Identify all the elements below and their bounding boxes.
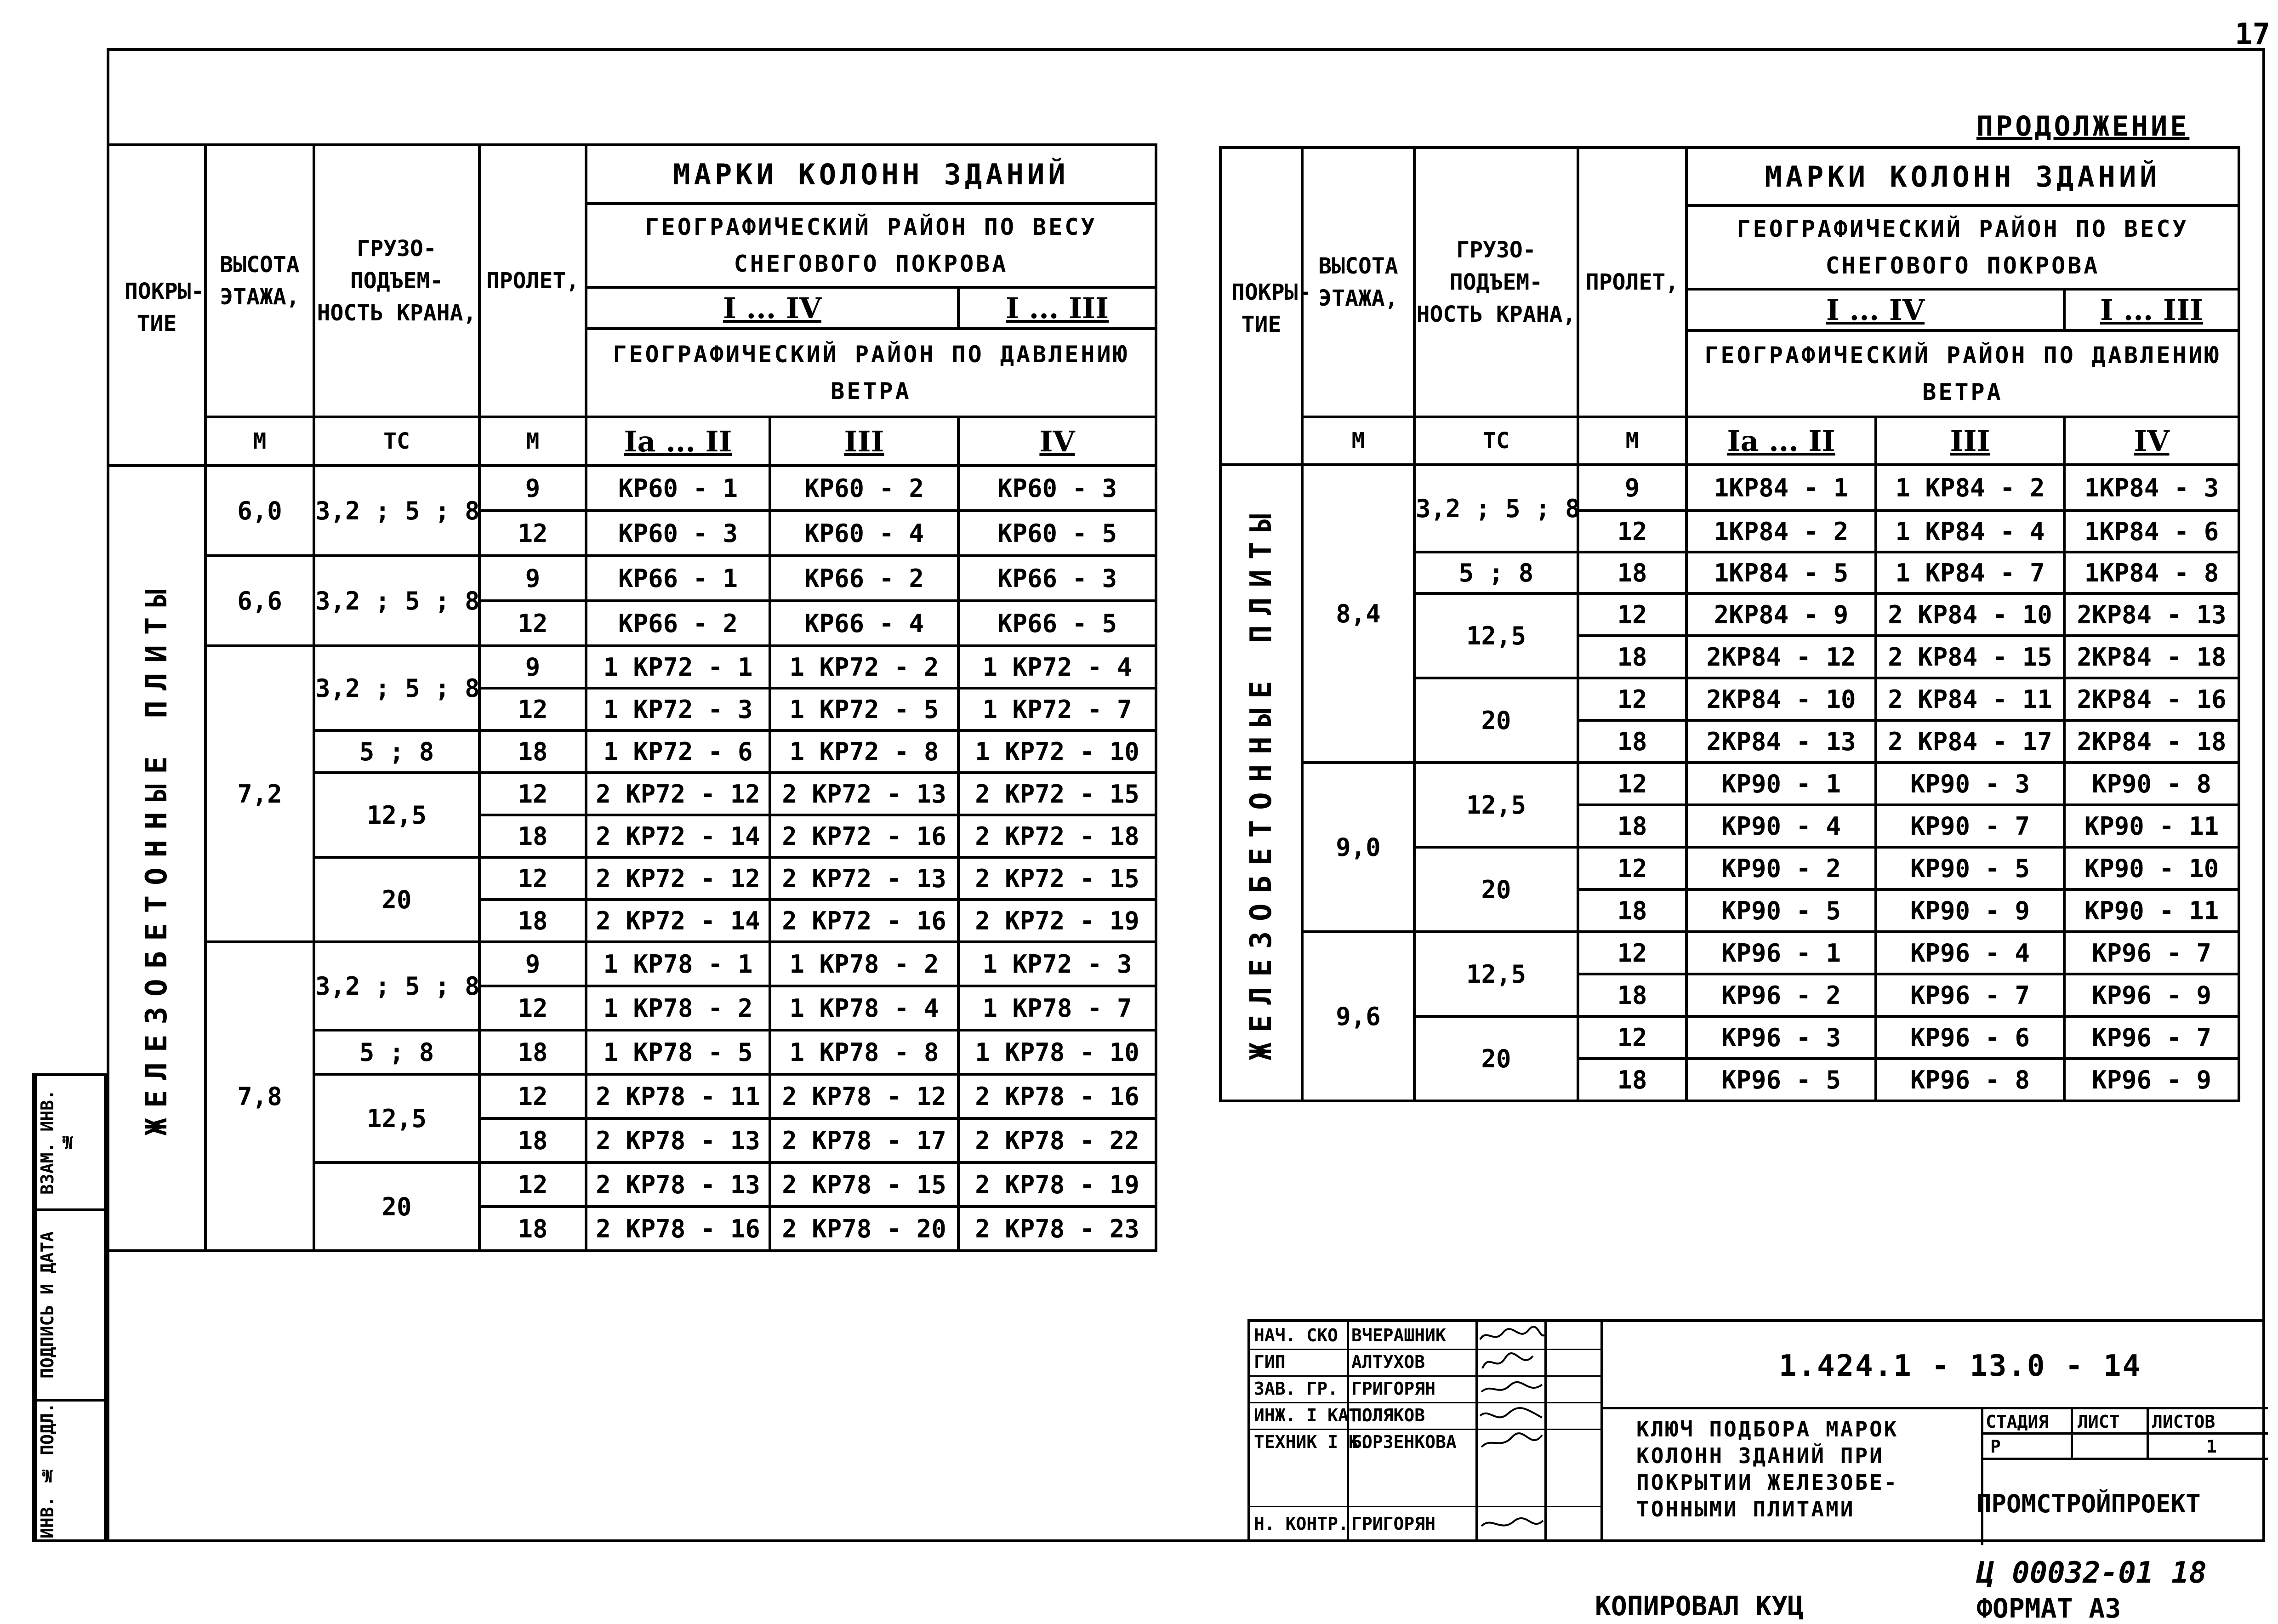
mark-cell: КР66 - 1 bbox=[586, 556, 770, 601]
mark-cell: 2 КР72 - 19 bbox=[958, 900, 1156, 942]
mark-cell: КР90 - 9 bbox=[1876, 889, 2064, 932]
mark-cell: 2 КР72 - 15 bbox=[958, 773, 1156, 815]
mark-cell: КР90 - 11 bbox=[2064, 889, 2239, 932]
mark-cell: КР96 - 1 bbox=[1686, 932, 1876, 974]
mark-cell: 2 КР78 - 15 bbox=[770, 1162, 958, 1207]
mark-cell: 2 КР78 - 17 bbox=[770, 1118, 958, 1162]
mark-cell: 2КР84 - 16 bbox=[2064, 678, 2239, 720]
span-cell: 12 bbox=[1578, 847, 1686, 889]
mark-cell: 1 КР78 - 2 bbox=[586, 986, 770, 1030]
mark-cell: 2 КР84 - 10 bbox=[1876, 593, 2064, 636]
span-cell: 18 bbox=[479, 1207, 586, 1251]
height-cell: 7,2 bbox=[205, 646, 314, 942]
mark-cell: КР96 - 8 bbox=[1876, 1059, 2064, 1101]
right-column-key-table bbox=[1219, 146, 2240, 1102]
header-snow-left: I ... IV bbox=[586, 287, 958, 329]
crane-cell: 12,5 bbox=[1414, 763, 1578, 847]
header-marks: МАРКИ КОЛОНН ЗДАНИЙ bbox=[586, 145, 1156, 204]
mark-cell: 2 КР78 - 20 bbox=[770, 1207, 958, 1251]
header-wind-region: ГЕОГРАФИЧЕСКИЙ РАЙОН ПО ДАВЛЕНИЮ ВЕТРА bbox=[586, 329, 1156, 417]
mark-cell: КР90 - 2 bbox=[1686, 847, 1876, 889]
span-cell: 18 bbox=[1578, 720, 1686, 763]
mark-cell: КР96 - 9 bbox=[2064, 1059, 2239, 1101]
mark-cell: 2 КР78 - 16 bbox=[958, 1074, 1156, 1118]
header-snow-right: I ... III bbox=[2064, 289, 2239, 330]
mark-cell: 1КР84 - 8 bbox=[2064, 552, 2239, 593]
span-cell: 12 bbox=[1578, 593, 1686, 636]
mark-cell: КР96 - 6 bbox=[1876, 1016, 2064, 1059]
mark-cell: 1 КР72 - 2 bbox=[770, 646, 958, 688]
mark-cell: КР90 - 5 bbox=[1686, 889, 1876, 932]
orig-inv-label: ИНВ. № ПОДЛ. bbox=[35, 1402, 58, 1539]
span-cell: 18 bbox=[1578, 889, 1686, 932]
crane-cell: 3,2 ; 5 ; 8 bbox=[1414, 465, 1578, 552]
height-cell: 9,0 bbox=[1302, 763, 1414, 932]
mark-cell: 1 КР72 - 3 bbox=[958, 942, 1156, 986]
mark-cell: КР96 - 5 bbox=[1686, 1059, 1876, 1101]
mark-cell: 1КР84 - 3 bbox=[2064, 465, 2239, 511]
mark-cell: КР90 - 3 bbox=[1876, 763, 2064, 805]
span-cell: 9 bbox=[479, 466, 586, 511]
header-crane: ГРУЗО- ПОДЪЕМ- НОСТЬ КРАНА, bbox=[314, 145, 479, 417]
sheets-value: 1 bbox=[2206, 1436, 2217, 1457]
role-label: ЗАВ. ГР. bbox=[1254, 1379, 1338, 1399]
mark-cell: 2 КР72 - 14 bbox=[586, 815, 770, 857]
name-label: ВЧЕРАШНИК bbox=[1351, 1325, 1446, 1345]
mark-cell: 2 КР78 - 16 bbox=[586, 1207, 770, 1251]
role-label: ТЕХНИК I К. bbox=[1254, 1432, 1370, 1452]
replaced-inv-cell bbox=[32, 1073, 107, 1211]
span-cell: 18 bbox=[479, 1030, 586, 1074]
mark-cell: 1 КР72 - 7 bbox=[958, 688, 1156, 730]
name-label: АЛТУХОВ bbox=[1351, 1352, 1425, 1372]
role-label: ГИП bbox=[1254, 1352, 1286, 1372]
mark-cell: 2КР84 - 9 bbox=[1686, 593, 1876, 636]
span-cell: 18 bbox=[479, 730, 586, 773]
header-span: ПРОЛЕТ, bbox=[1578, 148, 1686, 417]
mark-cell: 1 КР72 - 8 bbox=[770, 730, 958, 773]
mark-cell: 2 КР72 - 13 bbox=[770, 857, 958, 900]
header-wind-3: IV bbox=[2064, 417, 2239, 465]
mark-cell: 2 КР78 - 19 bbox=[958, 1162, 1156, 1207]
span-cell: 18 bbox=[479, 1118, 586, 1162]
span-cell: 9 bbox=[479, 556, 586, 601]
span-cell: 12 bbox=[479, 1162, 586, 1207]
mark-cell: КР60 - 3 bbox=[586, 511, 770, 556]
mark-cell: КР66 - 4 bbox=[770, 601, 958, 646]
mark-cell: 1 КР78 - 5 bbox=[586, 1030, 770, 1074]
span-cell: 18 bbox=[1578, 1059, 1686, 1101]
mark-cell: КР96 - 4 bbox=[1876, 932, 2064, 974]
header-wind-2: III bbox=[1876, 417, 2064, 465]
mark-cell: 2КР84 - 10 bbox=[1686, 678, 1876, 720]
header-wind-1: Iа ... II bbox=[1686, 417, 1876, 465]
mark-cell: 2КР84 - 12 bbox=[1686, 636, 1876, 678]
mark-cell: КР90 - 4 bbox=[1686, 805, 1876, 847]
crane-cell: 12,5 bbox=[314, 773, 479, 857]
name-label: ПОЛЯКОВ bbox=[1351, 1405, 1425, 1425]
continued-label: ПРОДОЛЖЕНИЕ bbox=[1976, 110, 2190, 142]
height-cell: 7,8 bbox=[205, 942, 314, 1251]
role-label: ИНЖ. I КАТ. bbox=[1254, 1405, 1370, 1425]
crane-cell: 20 bbox=[1414, 1016, 1578, 1101]
header-wind-3: IV bbox=[958, 417, 1156, 466]
sign-date-label: ПОДПИСЬ И ДАТА bbox=[35, 1211, 58, 1399]
name-label: ГРИГОРЯН bbox=[1351, 1379, 1436, 1399]
span-cell: 9 bbox=[479, 942, 586, 986]
mark-cell: 2 КР84 - 15 bbox=[1876, 636, 2064, 678]
mark-cell: КР60 - 2 bbox=[770, 466, 958, 511]
header-span: ПРОЛЕТ, bbox=[479, 145, 586, 417]
role-label: НАЧ. СКО bbox=[1254, 1325, 1338, 1345]
sheet-format: ФОРМАТ А3 bbox=[1976, 1593, 2121, 1624]
coating-cell: ЖЕЛЕЗОБЕТОННЫЕ ПЛИТЫ bbox=[108, 466, 205, 1251]
signature-mark bbox=[1478, 1432, 1547, 1453]
sheet-header: ЛИСТ bbox=[2078, 1412, 2120, 1432]
header-crane: ГРУЗО- ПОДЪЕМ- НОСТЬ КРАНА, bbox=[1414, 148, 1578, 417]
span-cell: 12 bbox=[1578, 678, 1686, 720]
stage-value: Р bbox=[1990, 1436, 2001, 1457]
mark-cell: 2 КР72 - 15 bbox=[958, 857, 1156, 900]
mark-cell: 1 КР72 - 6 bbox=[586, 730, 770, 773]
mark-cell: КР66 - 5 bbox=[958, 601, 1156, 646]
mark-cell: КР96 - 9 bbox=[2064, 974, 2239, 1016]
document-title: КЛЮЧ ПОДБОРА МАРОК КОЛОНН ЗДАНИЙ ПРИ ПОКРЫТИИ ЖЕЛЕЗОБЕ- ТОННЫМИ ПЛИТАМИ bbox=[1636, 1417, 1899, 1521]
mark-cell: КР96 - 2 bbox=[1686, 974, 1876, 1016]
replaced-inv-label: ВЗАМ. ИНВ. № bbox=[35, 1076, 58, 1208]
span-cell: 18 bbox=[479, 815, 586, 857]
span-cell: 12 bbox=[1578, 932, 1686, 974]
mark-cell: 1 КР84 - 2 bbox=[1876, 465, 2064, 511]
mark-cell: 1КР84 - 6 bbox=[2064, 511, 2239, 552]
mark-cell: 1 КР78 - 7 bbox=[958, 986, 1156, 1030]
copied-by: КОПИРОВАЛ КУЦ bbox=[1595, 1590, 1804, 1622]
mark-cell: КР60 - 3 bbox=[958, 466, 1156, 511]
name-label: ГРИГОРЯН bbox=[1351, 1514, 1436, 1534]
header-snow-right: I ... III bbox=[958, 287, 1156, 329]
coating-cell: ЖЕЛЕЗОБЕТОННЫЕ ПЛИТЫ bbox=[1220, 465, 1302, 1101]
mark-cell: 2 КР84 - 17 bbox=[1876, 720, 2064, 763]
archive-number: Ц 00032-01 18 bbox=[1976, 1556, 2207, 1590]
mark-cell: КР60 - 4 bbox=[770, 511, 958, 556]
height-cell: 6,6 bbox=[205, 556, 314, 646]
span-cell: 18 bbox=[1578, 552, 1686, 593]
mark-cell: 1 КР84 - 7 bbox=[1876, 552, 2064, 593]
mark-cell: КР90 - 5 bbox=[1876, 847, 2064, 889]
signature-mark bbox=[1478, 1352, 1547, 1373]
header-height: ВЫСОТА ЭТАЖА, bbox=[1302, 148, 1414, 417]
mark-cell: 2КР84 - 18 bbox=[2064, 720, 2239, 763]
mark-cell: КР90 - 11 bbox=[2064, 805, 2239, 847]
span-cell: 18 bbox=[1578, 636, 1686, 678]
mark-cell: 1 КР84 - 4 bbox=[1876, 511, 2064, 552]
crane-cell: 3,2 ; 5 ; 8 bbox=[314, 942, 479, 1030]
mark-cell: 1 КР78 - 1 bbox=[586, 942, 770, 986]
mark-cell: 1 КР72 - 4 bbox=[958, 646, 1156, 688]
mark-cell: 1КР84 - 2 bbox=[1686, 511, 1876, 552]
header-wind-1: Iа ... II bbox=[586, 417, 770, 466]
span-cell: 12 bbox=[1578, 1016, 1686, 1059]
span-cell: 12 bbox=[1578, 511, 1686, 552]
mark-cell: КР96 - 7 bbox=[2064, 932, 2239, 974]
mark-cell: 1 КР78 - 2 bbox=[770, 942, 958, 986]
crane-cell: 20 bbox=[1414, 847, 1578, 932]
header-height-unit: М bbox=[1302, 417, 1414, 465]
mark-cell: КР96 - 3 bbox=[1686, 1016, 1876, 1059]
header-coating: ПОКРЫ- ТИЕ bbox=[1220, 148, 1302, 465]
header-wind-2: III bbox=[770, 417, 958, 466]
mark-cell: 1 КР72 - 5 bbox=[770, 688, 958, 730]
crane-cell: 12,5 bbox=[1414, 932, 1578, 1016]
signature-mark bbox=[1478, 1406, 1547, 1426]
name-label: БОРЗЕНКОВА bbox=[1351, 1432, 1457, 1452]
span-cell: 18 bbox=[1578, 974, 1686, 1016]
sheets-header: ЛИСТОВ bbox=[2152, 1412, 2215, 1432]
crane-cell: 20 bbox=[314, 1162, 479, 1251]
header-snow-region: ГЕОГРАФИЧЕСКИЙ РАЙОН ПО ВЕСУ СНЕГОВОГО ПОКРОВА bbox=[586, 204, 1156, 287]
signature-mark bbox=[1478, 1379, 1547, 1399]
mark-cell: 1КР84 - 5 bbox=[1686, 552, 1876, 593]
mark-cell: 2 КР72 - 18 bbox=[958, 815, 1156, 857]
header-coating: ПОКРЫ- ТИЕ bbox=[108, 145, 205, 466]
height-cell: 8,4 bbox=[1302, 465, 1414, 763]
mark-cell: 2 КР78 - 11 bbox=[586, 1074, 770, 1118]
mark-cell: 2КР84 - 18 bbox=[2064, 636, 2239, 678]
crane-cell: 5 ; 8 bbox=[314, 1030, 479, 1074]
mark-cell: КР90 - 7 bbox=[1876, 805, 2064, 847]
span-cell: 9 bbox=[479, 646, 586, 688]
span-cell: 12 bbox=[479, 601, 586, 646]
page-number: 17 bbox=[2235, 17, 2271, 51]
header-height: ВЫСОТА ЭТАЖА, bbox=[205, 145, 314, 417]
mark-cell: 2 КР72 - 12 bbox=[586, 773, 770, 815]
span-cell: 12 bbox=[479, 1074, 586, 1118]
mark-cell: 2 КР72 - 13 bbox=[770, 773, 958, 815]
span-cell: 12 bbox=[1578, 763, 1686, 805]
mark-cell: 1 КР78 - 8 bbox=[770, 1030, 958, 1074]
orig-inv-cell bbox=[32, 1399, 107, 1542]
mark-cell: КР60 - 1 bbox=[586, 466, 770, 511]
header-crane-unit: ТС bbox=[1414, 417, 1578, 465]
crane-cell: 5 ; 8 bbox=[1414, 552, 1578, 593]
span-cell: 12 bbox=[479, 857, 586, 900]
mark-cell: КР96 - 7 bbox=[2064, 1016, 2239, 1059]
left-column-key-table bbox=[107, 143, 1157, 1252]
header-snow-region: ГЕОГРАФИЧЕСКИЙ РАЙОН ПО ВЕСУ СНЕГОВОГО ПОКРОВА bbox=[1686, 205, 2239, 289]
mark-cell: 2 КР72 - 16 bbox=[770, 900, 958, 942]
mark-cell: 2 КР78 - 13 bbox=[586, 1118, 770, 1162]
mark-cell: 2 КР78 - 13 bbox=[586, 1162, 770, 1207]
mark-cell: КР66 - 2 bbox=[586, 601, 770, 646]
span-cell: 12 bbox=[479, 773, 586, 815]
mark-cell: 2 КР78 - 22 bbox=[958, 1118, 1156, 1162]
mark-cell: КР66 - 3 bbox=[958, 556, 1156, 601]
mark-cell: КР66 - 2 bbox=[770, 556, 958, 601]
header-height-unit: М bbox=[205, 417, 314, 466]
span-cell: 12 bbox=[479, 511, 586, 556]
crane-cell: 3,2 ; 5 ; 8 bbox=[314, 646, 479, 730]
signature-mark bbox=[1478, 1326, 1547, 1346]
span-cell: 18 bbox=[1578, 805, 1686, 847]
crane-cell: 3,2 ; 5 ; 8 bbox=[314, 556, 479, 646]
crane-cell: 20 bbox=[314, 857, 479, 942]
span-cell: 12 bbox=[479, 688, 586, 730]
header-snow-left: I ... IV bbox=[1686, 289, 2064, 330]
crane-cell: 12,5 bbox=[314, 1074, 479, 1162]
mark-cell: 1 КР72 - 10 bbox=[958, 730, 1156, 773]
mark-cell: 1 КР72 - 3 bbox=[586, 688, 770, 730]
span-cell: 18 bbox=[479, 900, 586, 942]
mark-cell: 2КР84 - 13 bbox=[1686, 720, 1876, 763]
organization-name: ПРОМСТРОЙПРОЕКТ bbox=[1976, 1489, 2201, 1518]
crane-cell: 20 bbox=[1414, 678, 1578, 763]
mark-cell: 2 КР72 - 14 bbox=[586, 900, 770, 942]
role-label: Н. КОНТР. bbox=[1254, 1514, 1349, 1534]
mark-cell: 2КР84 - 13 bbox=[2064, 593, 2239, 636]
mark-cell: 2 КР72 - 16 bbox=[770, 815, 958, 857]
mark-cell: 2 КР78 - 23 bbox=[958, 1207, 1156, 1251]
crane-cell: 12,5 bbox=[1414, 593, 1578, 678]
height-cell: 6,0 bbox=[205, 466, 314, 556]
document-code: 1.424.1 - 13.0 - 14 bbox=[1779, 1349, 2142, 1383]
span-cell: 9 bbox=[1578, 465, 1686, 511]
side-stamp bbox=[32, 1073, 107, 1542]
mark-cell: 1КР84 - 1 bbox=[1686, 465, 1876, 511]
mark-cell: 2 КР84 - 11 bbox=[1876, 678, 2064, 720]
mark-cell: КР90 - 8 bbox=[2064, 763, 2239, 805]
header-crane-unit: ТС bbox=[314, 417, 479, 466]
mark-cell: 2 КР78 - 12 bbox=[770, 1074, 958, 1118]
mark-cell: КР60 - 5 bbox=[958, 511, 1156, 556]
header-wind-region: ГЕОГРАФИЧЕСКИЙ РАЙОН ПО ДАВЛЕНИЮ ВЕТРА bbox=[1686, 330, 2239, 417]
span-cell: 12 bbox=[479, 986, 586, 1030]
crane-cell: 5 ; 8 bbox=[314, 730, 479, 773]
header-marks: МАРКИ КОЛОНН ЗДАНИЙ bbox=[1686, 148, 2239, 205]
stage-header: СТАДИЯ bbox=[1986, 1412, 2049, 1432]
mark-cell: 1 КР78 - 4 bbox=[770, 986, 958, 1030]
mark-cell: 2 КР72 - 12 bbox=[586, 857, 770, 900]
sign-date-cell bbox=[32, 1208, 107, 1402]
height-cell: 9,6 bbox=[1302, 932, 1414, 1101]
header-span-unit: М bbox=[479, 417, 586, 466]
mark-cell: 1 КР72 - 1 bbox=[586, 646, 770, 688]
mark-cell: 1 КР78 - 10 bbox=[958, 1030, 1156, 1074]
mark-cell: КР96 - 7 bbox=[1876, 974, 2064, 1016]
mark-cell: КР90 - 10 bbox=[2064, 847, 2239, 889]
header-span-unit: М bbox=[1578, 417, 1686, 465]
crane-cell: 3,2 ; 5 ; 8 bbox=[314, 466, 479, 556]
mark-cell: КР90 - 1 bbox=[1686, 763, 1876, 805]
signature-mark bbox=[1478, 1514, 1547, 1534]
